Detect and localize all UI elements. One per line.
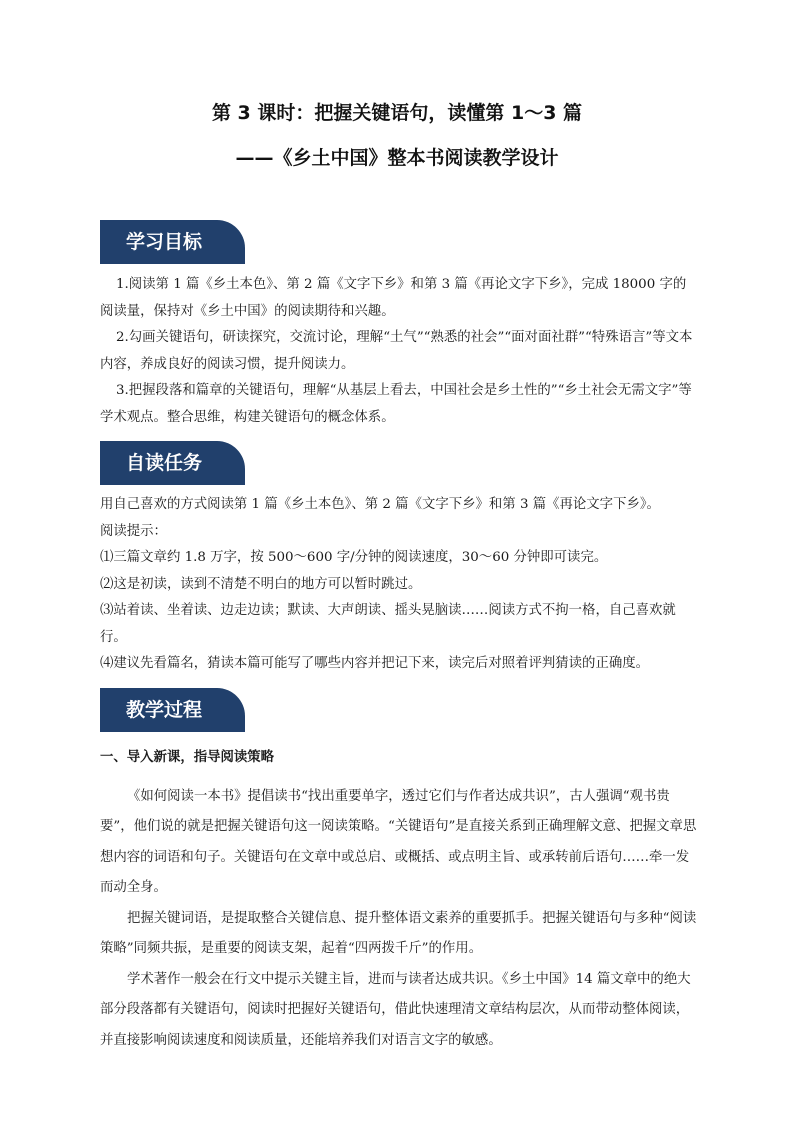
objective-item: 3.把握段落和篇章的关键语句，理解“从基层上看去，中国社会是乡土性的”“乡土社会无需文字”等学术观点。整合思维，构建关键语句的概念体系。 bbox=[100, 383, 692, 425]
process-paragraph: 把握关键词语，是提取整合关键信息、提升整体语文素养的重要抓手。把握关键语句与多种“阅读策略”同频共振，是重要的阅读支架，起着“四两拨千斤”的作用。 bbox=[100, 910, 697, 956]
process-paragraph: 学术著作一般会在行文中提示关键主旨，进而与读者达成共识。《乡土中国》14 篇文章中的绝大部分段落都有关键语句，阅读时把握好关键语句，借此快速理清文章结构层次，从而带动整体阅读，并直接影响阅读速度和阅读质量，还能培养我们对语言文字的敏感。 bbox=[100, 971, 691, 1048]
tips-label: 阅读提示： bbox=[100, 523, 167, 539]
process-content bbox=[100, 743, 698, 1056]
section-heading-process: 教学过程 bbox=[100, 688, 245, 732]
section-heading-objectives: 学习目标 bbox=[100, 220, 245, 264]
page-title: 第 3 课时：把握关键语句，读懂第 1～3 篇 bbox=[211, 102, 583, 124]
objective-item: 1.阅读第 1 篇《乡土本色》、第 2 篇《文字下乡》和第 3 篇《再论文字下乡》，完成 18000 字的阅读量，保持对《乡土中国》的阅读期待和兴趣。 bbox=[100, 277, 687, 319]
process-subheading: 一、导入新课，指导阅读策略 bbox=[100, 750, 275, 765]
objective-item: 2.勾画关键语句，研读探究，交流讨论，理解“土气”“熟悉的社会”“面对面社群”“特殊语言”等文本内容，养成良好的阅读习惯，提升阅读力。 bbox=[100, 330, 693, 372]
section-heading-self-reading: 自读任务 bbox=[100, 441, 245, 485]
self-reading-content bbox=[100, 492, 698, 678]
tip-item: ⑶站着读、坐着读、边走边读；默读、大声朗读、摇头晃脑读……阅读方式不拘一格，自己喜欢就行。 bbox=[100, 603, 676, 645]
tip-item: ⑷建议先看篇名，猜读本篇可能写了哪些内容并把记下来，读完后对照着评判猜读的正确度。 bbox=[100, 656, 650, 671]
objectives-list bbox=[100, 272, 698, 431]
process-paragraph: 《如何阅读一本书》提倡读书“找出重要单字，透过它们与作者达成共识”，古人强调“观书贵要”，他们说的就是把握关键语句这一阅读策略。“关键语句”是直接关系到正确理解文意、把握文章思想内容的词语和句子。关键语句在文章中或总启、或概括、或点明主旨、或承转前后语句……牵一发而动全身。 bbox=[100, 788, 697, 895]
tip-item: ⑴三篇文章约 1.8 万字，按 500～600 字/分钟的阅读速度，30～60 分钟即可读完。 bbox=[100, 550, 608, 565]
self-reading-intro: 用自己喜欢的方式阅读第 1 篇《乡土本色》、第 2 篇《文字下乡》和第 3 篇《再论文字下乡》。 bbox=[100, 497, 660, 512]
page-subtitle: ——《乡土中国》整本书阅读教学设计 bbox=[235, 147, 559, 169]
tip-item: ⑵这是初读，读到不清楚不明白的地方可以暂时跳过。 bbox=[100, 576, 422, 592]
